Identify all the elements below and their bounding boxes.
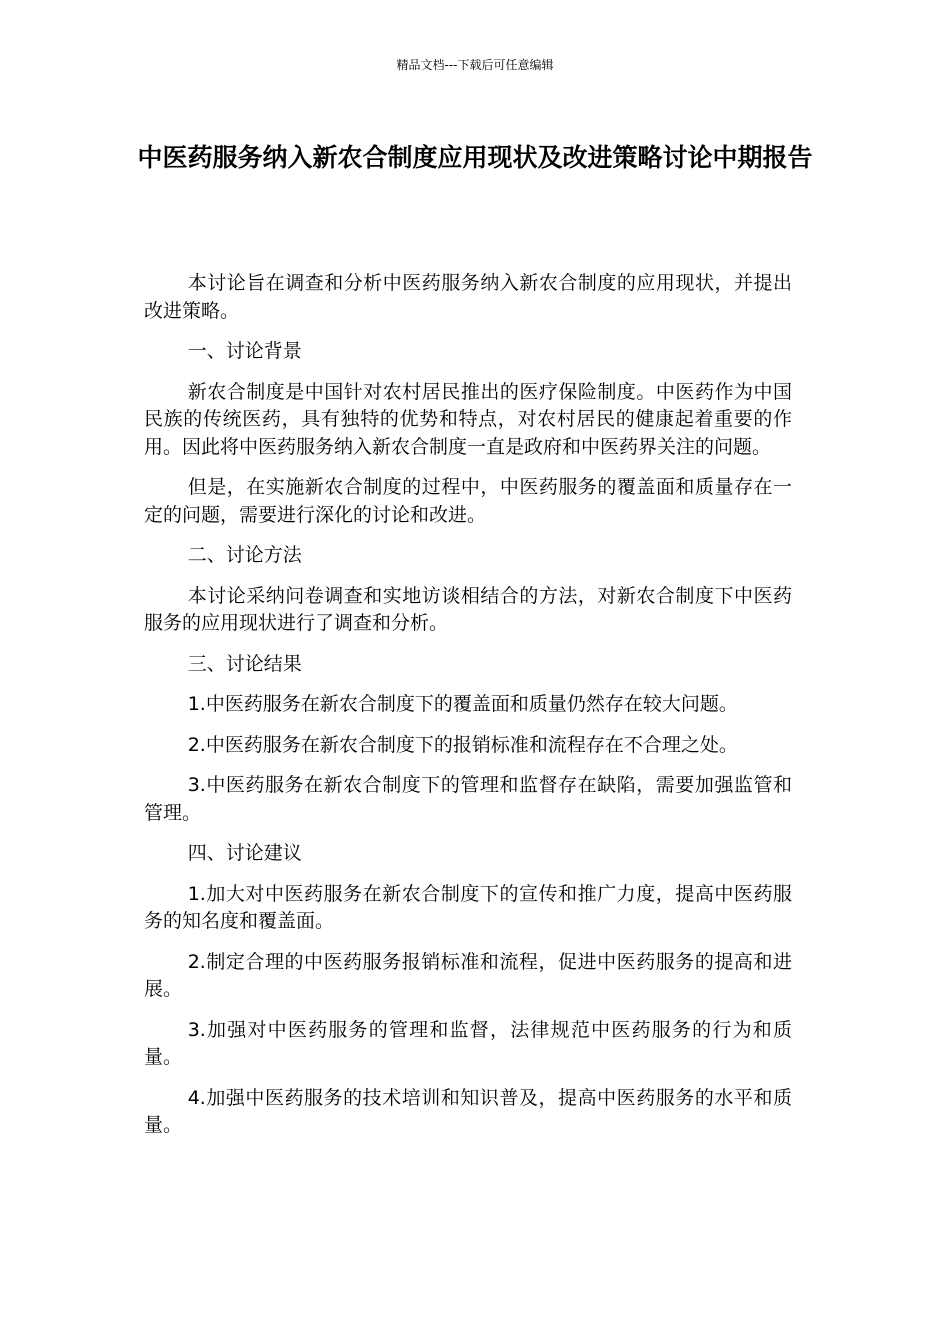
result-item: 1.中医药服务在新农合制度下的覆盖面和质量仍然存在较大问题。 (187, 693, 738, 715)
result-item: 3.中医药服务在新农合制度下的管理和监督存在缺陷，需要加强监管和管理。 (144, 774, 792, 824)
section-heading-method: 二、讨论方法 (187, 544, 302, 566)
method-paragraph: 本讨论采纳问卷调查和实地访谈相结合的方法，对新农合制度下中医药服务的应用现状进行了调查和分析。 (144, 584, 792, 634)
suggestion-item: 1.加大对中医药服务在新农合制度下的宣传和推广力度，提高中医药服务的知名度和覆盖面。 (144, 882, 792, 932)
background-paragraph-1: 新农合制度是中国针对农村居民推出的医疗保险制度。中医药作为中国民族的传统医药，具有独特的优势和特点，对农村居民的健康起着重要的作用。因此将中医药服务纳入新农合制度一直是政府和中医药界关注的问题。 (144, 380, 792, 458)
section-heading-results: 三、讨论结果 (187, 652, 302, 675)
result-item: 2.中医药服务在新农合制度下的报销标准和流程存在不合理之处。 (187, 733, 738, 756)
page-header-note: 精品文档---下载后可任意编辑 (396, 58, 554, 72)
section-heading-suggestions: 四、讨论建议 (187, 842, 302, 864)
document-body (144, 270, 792, 1153)
section-heading-background: 一、讨论背景 (187, 340, 302, 362)
background-paragraph-2: 但是，在实施新农合制度的过程中，中医药服务的覆盖面和质量存在一定的问题，需要进行深化的讨论和改进。 (144, 476, 792, 526)
document-title: 中医药服务纳入新农合制度应用现状及改进策略讨论中期报告 (137, 143, 813, 172)
suggestion-item: 2.制定合理的中医药服务报销标准和流程，促进中医药服务的提高和进展。 (144, 950, 792, 1000)
suggestion-item: 3.加强对中医药服务的管理和监督，法律规范中医药服务的行为和质量。 (144, 1018, 792, 1068)
suggestion-item: 4.加强中医药服务的技术培训和知识普及，提高中医药服务的水平和质量。 (144, 1086, 792, 1136)
intro-paragraph: 本讨论旨在调查和分析中医药服务纳入新农合制度的应用现状，并提出改进策略。 (144, 272, 792, 322)
